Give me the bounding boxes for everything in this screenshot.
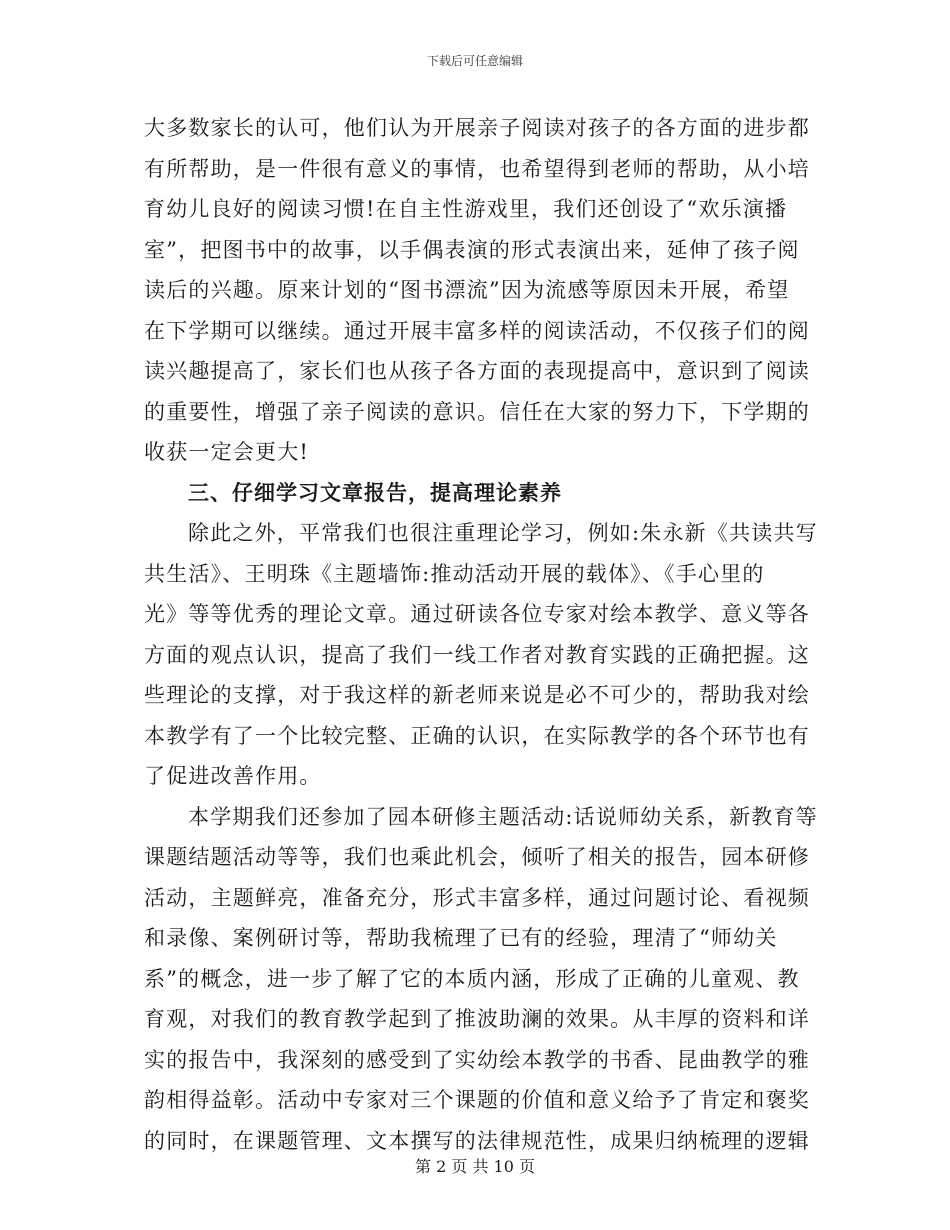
text-line: 方面的观点认识，提高了我们一线工作者对教育实践的正确把握。这	[144, 642, 810, 667]
text-line: 课题结题活动等等，我们也乘此机会，倾听了相关的报告，园本研修	[144, 845, 810, 869]
text-line: 韵相得益彰。活动中专家对三个课题的价值和意义给予了肯定和褒奖	[144, 1088, 810, 1112]
text-line: 活动，主题鲜亮，准备充分，形式丰富多样，通过问题讨论、看视频	[144, 885, 810, 910]
text-line: 和录像、案例研讨等，帮助我梳理了已有的经验，理清了“师幼关	[144, 926, 778, 950]
text-line: 光》等等优秀的理论文章。通过研读各位专家对绘本教学、意义等各	[144, 602, 810, 626]
text-line: 室”，把图书中的故事，以手偶表演的形式表演出来，延伸了孩子阅	[144, 237, 800, 262]
text-line: 收获一定会更大!	[144, 440, 310, 464]
text-line: 有所帮助，是一件很有意义的事情，也希望得到老师的帮助，从小培	[144, 156, 810, 181]
text-line: 共生活》、王明珠《主题墙饰:推动活动开展的载体》、《手心里的	[144, 561, 765, 586]
text-line: 的重要性，增强了亲子阅读的意识。信任在大家的努力下，下学期的	[144, 399, 810, 424]
header-note: 下载后可任意编辑	[426, 54, 523, 68]
text-line: 了促进改善作用。	[144, 764, 322, 788]
text-line: 的同时，在课题管理、文本撰写的法律规范性，成果归纳梳理的逻辑	[144, 1128, 810, 1153]
text-line: 在下学期可以继续。通过开展丰富多样的阅读活动，不仅孩子们的阅	[144, 318, 810, 343]
document-body	[144, 108, 818, 1161]
section-heading: 三、仔细学习文章报告，提高理论素养	[188, 480, 562, 505]
paragraph-first-line: 除此之外，平常我们也很注重理论学习，例如:朱永新《共读共写	[188, 521, 818, 545]
text-line: 育观，对我们的教育教学起到了推波助澜的效果。从丰厚的资料和详	[144, 1007, 810, 1031]
page-number: 第 2 页 共 10 页	[415, 1157, 535, 1176]
text-line: 本教学有了一个比较完整、正确的认识，在实际教学的各个环节也有	[144, 723, 810, 748]
text-line: 读兴趣提高了，家长们也从孩子各方面的表现提高中，意识到了阅读	[144, 359, 810, 383]
text-line: 些理论的支撑，对于我这样的新老师来说是必不可少的，帮助我对绘	[144, 683, 810, 707]
text-line: 大多数家长的认可，他们认为开展亲子阅读对孩子的各方面的进步都	[144, 116, 810, 140]
paragraph-first-line: 本学期我们还参加了园本研修主题活动:话说师幼关系，新教育等	[188, 804, 818, 829]
text-line: 育幼儿良好的阅读习惯!在自主性游戏里，我们还创设了“欢乐演播	[144, 197, 788, 221]
text-line: 系”的概念，进一步了解了它的本质内涵，形成了正确的儿童观、教	[144, 966, 800, 991]
text-line: 读后的兴趣。原来计划的“图书漂流”因为流感等原因未开展，希望	[144, 278, 790, 302]
text-line: 实的报告中，我深刻的感受到了实幼绘本教学的书香、昆曲教学的雅	[144, 1047, 810, 1072]
